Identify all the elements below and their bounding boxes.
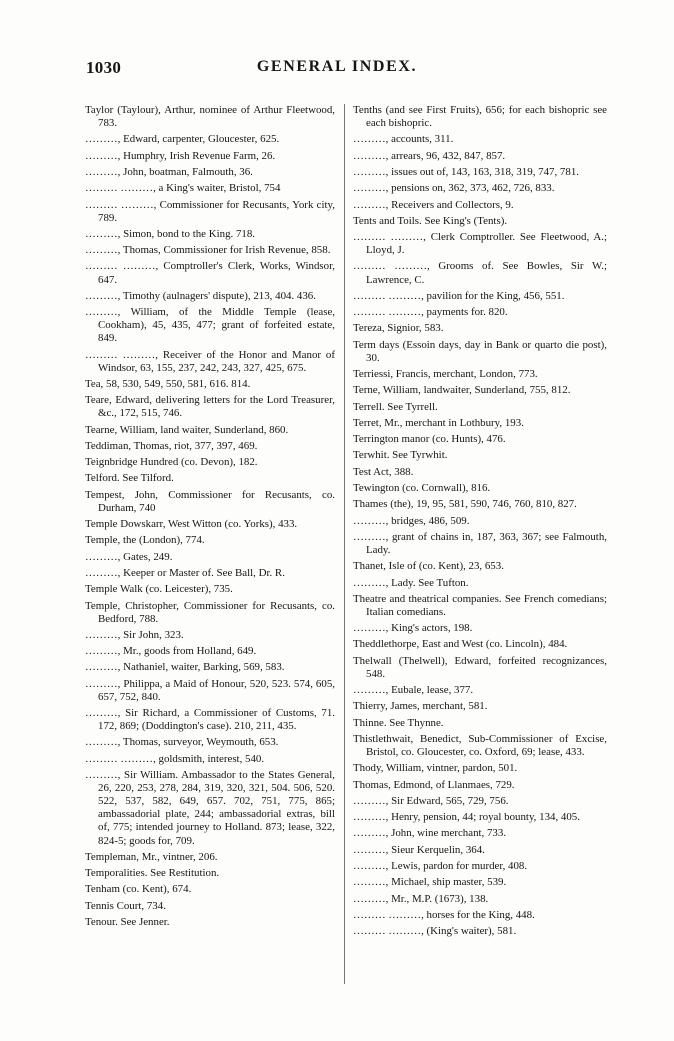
index-entry: Tenham (co. Kent), 674. <box>85 883 192 896</box>
index-entry: Tereza, Signior, 583. <box>353 322 444 335</box>
index-entry: ………, pensions on, 362, 373, 462, 726, 833. <box>353 182 555 195</box>
index-entry: ………, Sir Edward, 565, 729, 756. <box>353 794 509 807</box>
index-entry: ………, Keeper or Master of. See Ball, Dr. R. <box>85 566 285 579</box>
index-entry: ………, Receivers and Collectors, 9. <box>353 198 514 211</box>
index-entry: Thanet, Isle of (co. Kent), 23, 653. <box>353 560 504 573</box>
index-entry: ………, Sir William. Ambassador to the States General, 26, 220, 253, 278, 284, 319, 320, 321, 504. 506, 520. 522, 537, 582, 649, 657. 702, 751, 775, 865; ambassadorial plate, 244; ambassadorial extras, bill of, 775; intended journey to Holland. 873; lease, 322, 824-5; goods for, 709. <box>85 769 335 847</box>
index-entry: Terrell. See Tyrrell. <box>353 400 438 413</box>
index-entry: ……… ………, (King's waiter), 581. <box>353 925 517 938</box>
index-entry: ……… ………, goldsmith, interest, 540. <box>85 752 265 765</box>
index-entry: ………, Humphry, Irish Revenue Farm, 26. <box>85 149 276 162</box>
index-entry: Theatre and theatrical companies. See French comedians; Italian comedians. <box>353 592 607 618</box>
index-entry: Teignbridge Hundred (co. Devon), 182. <box>85 456 258 469</box>
index-entry: ………, Simon, bond to the King. 718. <box>85 227 256 240</box>
index-entry: ……… ………, Commissioner for Recusants, York city, 789. <box>85 198 335 224</box>
index-entry: Temple, the (London), 774. <box>85 534 205 547</box>
index-entry: Terne, William, landwaiter, Sunderland, 755, 812. <box>353 384 571 397</box>
column-divider <box>344 104 345 984</box>
index-entry: Thistlethwait, Benedict, Sub-Commissioner of Excise, Bristol, co. Gloucester, co. Oxford, 69; lease, 433. <box>353 732 607 759</box>
page-title: GENERAL INDEX. <box>256 58 418 75</box>
index-entry: ………, Eubale, lease, 377. <box>353 684 474 697</box>
index-entry: Tea, 58, 530, 549, 550, 581, 616. 814. <box>85 377 251 390</box>
index-entry: Thelwall (Thelwell), Edward, forfeited recognizances, 548. <box>353 654 607 680</box>
index-entry: Tennis Court, 734. <box>85 899 166 912</box>
index-entry: Thomas, Edmond, of Llanmaes, 729. <box>353 778 515 791</box>
index-entry: Temple Walk (co. Leicester), 735. <box>85 583 233 596</box>
index-entry: ………, Lewis, pardon for murder, 408. <box>353 860 528 872</box>
index-entry: Tearne, William, land waiter, Sunderland, 860. <box>85 423 289 436</box>
index-entry: Tenths (and see First Fruits), 656; for each bishopric see each bishopric. <box>353 104 607 130</box>
index-entry: Temple, Christopher, Commissioner for Recusants, co. Bedford, 788. <box>85 599 335 625</box>
index-entry: Teddiman, Thomas, riot, 377, 397, 469. <box>85 439 258 452</box>
index-entry: Temporalities. See Restitution. <box>85 867 220 880</box>
index-entry: Thody, William, vintner, pardon, 501. <box>353 762 518 775</box>
index-entry: Temple Dowskarr, West Witton (co. Yorks), 433. <box>85 518 298 531</box>
index-entry: Thierry, James, merchant, 581. <box>353 700 488 713</box>
index-entry: ………, arrears, 96, 432, 847, 857. <box>353 149 506 162</box>
index-entry: ……… ………, horses for the King, 448. <box>353 908 535 921</box>
index-entry: ………, Edward, carpenter, Gloucester, 625. <box>85 133 280 146</box>
index-entry: Tenour. See Jenner. <box>85 915 170 928</box>
index-entry: ……… ………, Comptroller's Clerk, Works, Windsor, 647. <box>85 260 335 286</box>
index-entry: Tents and Toils. See King's (Tents). <box>353 214 508 227</box>
index-entry: ………, Lady. See Tufton. <box>353 576 469 589</box>
index-entry: ………, King's actors, 198. <box>353 622 473 635</box>
index-entry: Test Act, 388. <box>353 465 414 478</box>
index-entry: Thinne. See Thynne. <box>353 716 444 729</box>
index-entry: ………, John, wine merchant, 733. <box>353 827 507 840</box>
index-entry: ……… ………, Grooms of. See Bowles, Sir W.; Lawrence, C. <box>353 260 607 286</box>
index-entry: ………, Mr., goods from Holland, 649. <box>85 645 257 658</box>
index-entry: ………, Thomas, surveyor, Weymouth, 653. <box>85 736 279 749</box>
index-entry: Tempest, John, Commissioner for Recusants, co. Durham, 740 <box>85 488 335 514</box>
index-entry: ……… ………, pavilion for the King, 456, 551. <box>353 289 565 302</box>
index-entry: ………, Nathaniel, waiter, Barking, 569, 583. <box>85 661 285 674</box>
index-entry: Terrington manor (co. Hunts), 476. <box>353 433 506 446</box>
index-entry: ………, Sir John, 323. <box>85 628 184 641</box>
index-entry: ………, John, boatman, Falmouth, 36. <box>85 165 253 178</box>
index-entry: ………, Henry, pension, 44; royal bounty, 134, 405. <box>353 811 580 824</box>
index-entry: ………, grant of chains in, 187, 363, 367; see Falmouth, Lady. <box>353 530 607 556</box>
index-entry: ………, Michael, ship master, 539. <box>353 876 507 889</box>
index-entry: Taylor (Taylour), Arthur, nominee of Arthur Fleetwood, 783. <box>85 104 335 130</box>
index-entry: Terret, Mr., merchant in Lothbury, 193. <box>353 416 524 429</box>
index-entry: Telford. See Tilford. <box>85 472 174 485</box>
index-entry: Term days (Essoin days, day in Bank or quarto die post), 30. <box>353 338 607 364</box>
index-entry: ………, accounts, 311. <box>353 133 454 146</box>
index-entry: ………, issues out of, 143, 163, 318, 319, 747, 781. <box>353 165 579 178</box>
page-number: 1030 <box>86 58 122 77</box>
index-entry: Tewington (co. Cornwall), 816. <box>353 482 491 494</box>
index-entry: ……… ………, Receiver of the Honor and Manor of Windsor, 63, 155, 237, 242, 243, 327, 425, 675. <box>85 348 335 374</box>
index-entry: ………, bridges, 486, 509. <box>353 514 470 527</box>
index-entry: Thames (the), 19, 95, 581, 590, 746, 760, 810, 827. <box>353 498 577 511</box>
index-entry: ………, Sir Richard, a Commissioner of Customs, 71. 172, 869; (Doddington's case). 210, 211, 435. <box>85 707 335 733</box>
index-entry: ………, Sieur Kerquelin, 364. <box>353 843 485 856</box>
index-entry: ………, Timothy (aulnagers' dispute), 213, 404. 436. <box>85 289 316 302</box>
index-entry: Templeman, Mr., vintner, 206. <box>85 850 218 863</box>
index-entry: Terriessi, Francis, merchant, London, 773. <box>353 368 538 381</box>
index-entry: Theddlethorpe, East and West (co. Lincoln), 484. <box>353 638 568 651</box>
right-column <box>353 104 607 941</box>
index-entry: Teare, Edward, delivering letters for the Lord Treasurer, &c., 172, 515, 746. <box>85 394 335 420</box>
index-entry: ………, William, of the Middle Temple (lease, Cookham), 45, 435, 477; grant of forfeited estate, 849. <box>85 306 335 345</box>
index-entry: ………, Thomas, Commissioner for Irish Revenue, 858. <box>85 244 331 257</box>
left-column <box>85 104 335 932</box>
index-entry: ………, Gates, 249. <box>85 550 173 563</box>
index-entry: ……… ………, a King's waiter, Bristol, 754 <box>85 182 281 195</box>
index-entry: ………, Philippa, a Maid of Honour, 520, 523. 574, 605, 657, 752, 840. <box>85 677 335 703</box>
index-entry: ………, Mr., M.P. (1673), 138. <box>353 892 489 905</box>
index-entry: Terwhit. See Tyrwhit. <box>353 449 448 462</box>
index-entry: ……… ………, payments for. 820. <box>353 306 508 319</box>
index-entry: ……… ………, Clerk Comptroller. See Fleetwood, A.; Lloyd, J. <box>353 231 607 257</box>
